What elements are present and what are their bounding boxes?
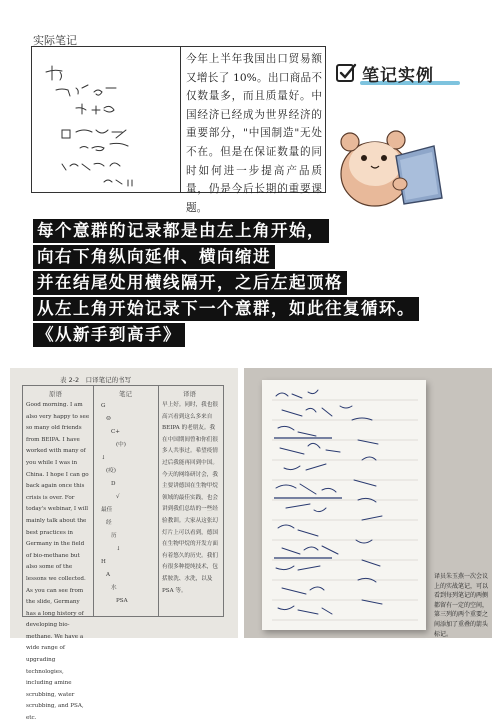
book-note-symbol: C+: [111, 429, 120, 435]
book-note-symbol: A: [106, 572, 111, 578]
book-note-symbol: 最佳: [101, 507, 113, 513]
notebook-scribbles: [262, 380, 426, 630]
book-note-symbol: ↓: [101, 455, 106, 461]
book-table-title: 表 2-2 口译笔记的书写: [60, 376, 132, 384]
book-column-divider: [158, 386, 159, 616]
book-note-symbol: D: [111, 481, 116, 487]
headline-line-3: 并在结尾处用横线隔开，之后左起顶格: [33, 271, 347, 295]
book-note-symbol: ☺: [106, 416, 112, 422]
book-note-symbol: (中): [116, 442, 126, 448]
book-note-symbol: PSA: [116, 598, 128, 604]
handwritten-notes: [36, 52, 176, 190]
section-label: 实际笔记: [33, 34, 77, 47]
book-note-symbol: 经: [106, 520, 112, 526]
headline-line-2: 向右下角纵向延伸、横向缩进: [33, 245, 275, 269]
book-note-symbol: ↓: [116, 546, 121, 552]
book-note-symbol: 历: [111, 533, 117, 539]
book-column-header: 译语: [183, 390, 196, 398]
book-note-symbol: √: [116, 494, 120, 500]
hamster-illustration: [330, 112, 450, 207]
notebook-page: [262, 380, 426, 630]
headline-line-4: 从左上角开始记录下一个意群，如此往复循环。: [33, 297, 419, 321]
book-note-symbol: (疫): [106, 468, 116, 474]
photo-caption: 译员朱玉燕一次会议上的实战笔记，可以看到每列笔记的两侧都留有一定的空间，第三列的两个重要之间添加了重叠的箭头标记。: [434, 573, 489, 638]
headline-line-5: 《从新手到高手》: [33, 323, 185, 347]
book-note-symbol: 水: [111, 585, 117, 591]
check-square-icon: [335, 62, 357, 84]
book-column-header: 笔记: [119, 390, 132, 398]
book-column-header: 原语: [49, 390, 62, 398]
headline-line-1: 每个意群的记录都是由左上角开始，: [33, 219, 329, 243]
translation-text: 今年上半年我国出口贸易额又增长了 10%。出口商品不仅数量多，而且质量好。中国经济已经成为世界经济的重要部分，"中国制造"无处不在。但是在保证数量的同时如何进一步提高产品质量，仍是今后长期的重要课题。: [186, 53, 322, 214]
book-table: [22, 385, 224, 722]
book-note-symbols: [101, 400, 153, 612]
book-target-text: 早上好。同时，我也很高兴看到这么多来自 BEIPA 的老朋友。我在中国期间曾和你们很多人共事过。希望疫情过后我能再回到中国。今天的网络研讨会，我主要讲德国在生物甲烷领域的最佳实践，也会讲到我们总结的一些经验教训。大家从这张幻灯片上可以看到，德国在生物甲烷的开发方面有着悠久的历史。我们有很多种提纯技术，包括胺洗、水洗，以及 PSA 等。: [162, 402, 218, 594]
badge-label: 笔记实例: [362, 66, 434, 86]
book-note-symbol: H: [101, 559, 106, 565]
book-note-symbol: G: [101, 403, 106, 409]
book-column-divider: [93, 386, 94, 616]
book-source-text: Good morning. I am also very happy to see so many old friends from BEIPA. I have worked with many of you while I was in China. I hope I can go back again once this crisis is over. For today's webinar, I will mainly talk about the best practices in Germany in the field of bio-methane but also some of the lessons we collected. As you can see from the slide, Germany has a long history of developing bio-methane. We have a wide range of upgrading technologies, including amine scrubbing, water scrubbing, and PSA, etc.: [26, 402, 90, 722]
note-divider: [180, 46, 181, 193]
